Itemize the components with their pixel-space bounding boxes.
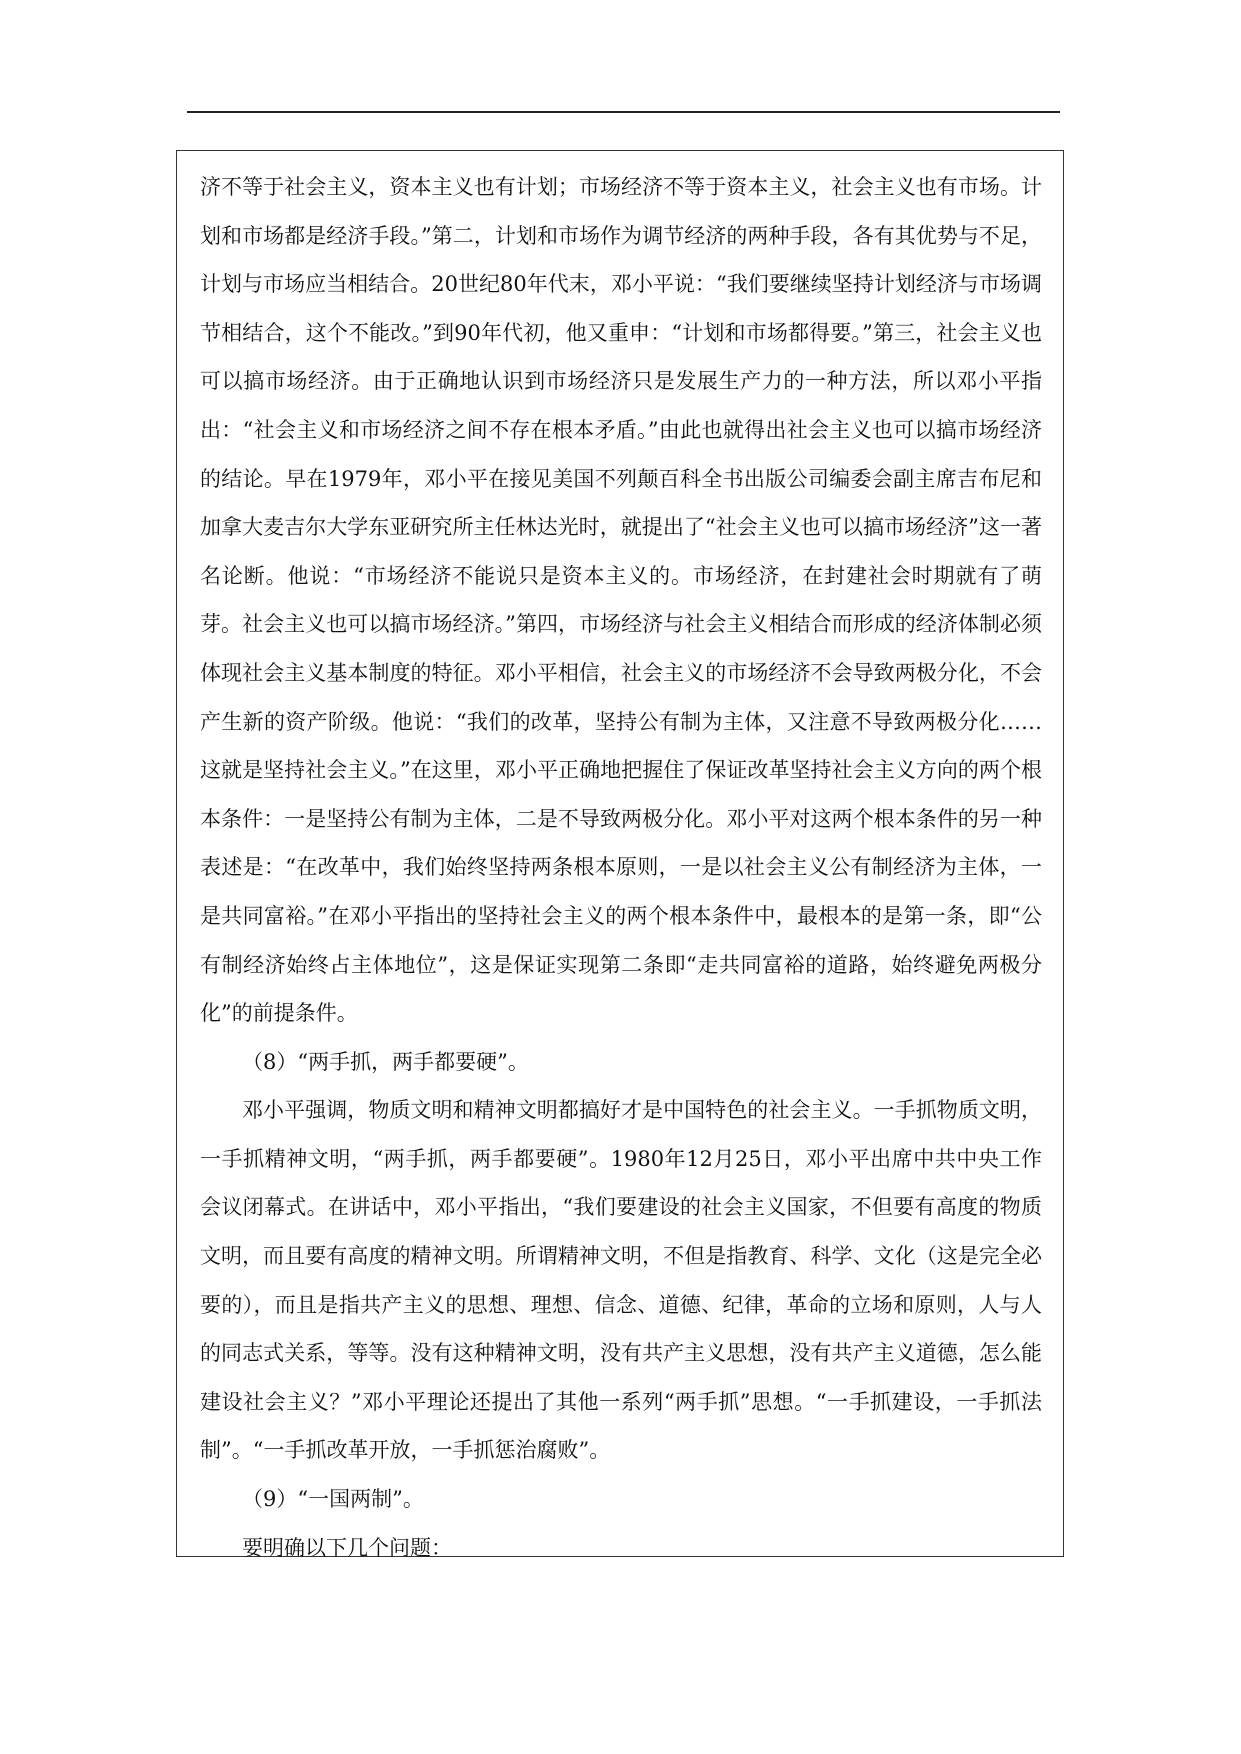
section-heading-two-hands: （8）“两手抓，两手都要硬”。 [242, 1049, 529, 1074]
header-rule [187, 111, 1060, 113]
paragraph-two-hands: 邓小平强调，物质文明和精神文明都搞好才是中国特色的社会主义。一手抓物质文明，一手抓精神文明，“两手抓，两手都要硬”。1980年12月25日，邓小平出席中共中央工作会议闭幕式。在讲话中，邓小平指出，“我们要建设的社会主义国家，不但要有高度的物质文明，而且要有高度的精神文明。所谓精神文明，不但是指教育、科学、文化（这是完全必要的），而且是指共产主义的思想、理想、信念、道德、纪律，革命的立场和原则，人与人的同志式关系，等等。没有这种精神文明，没有共产主义思想，没有共产主义道德，怎么能建设社会主义？”邓小平理论还提出了其他一系列“两手抓”思想。“一手抓建设，一手抓法制”。“一手抓改革开放，一手抓惩治腐败”。 [200, 1098, 1042, 1463]
text-column [200, 163, 1042, 1572]
section-heading-one-country-two-systems: （9）“一国两制”。 [242, 1487, 424, 1512]
content-box [176, 150, 1064, 1560]
paragraph-market-economy: 济不等于社会主义，资本主义也有计划；市场经济不等于资本主义，社会主义也有市场。计划和市场都是经济手段。”第二，计划和市场作为调节经济的两种手段，各有其优势与不足，计划与市场应当相结合。20世纪80年代末，邓小平说：“我们要继续坚持计划经济与市场调节相结合，这个不能改。”到90年代初，他又重申：“计划和市场都得要。”第三，社会主义也可以搞市场经济。由于正确地认识到市场经济只是发展生产力的一种方法，所以邓小平指出：“社会主义和市场经济之间不存在根本矛盾。”由此也就得出社会主义也可以搞市场经济的结论。早在1979年，邓小平在接见美国不列颠百科全书出版公司编委会副主席吉布尼和加拿大麦吉尔大学东亚研究所主任林达光时，就提出了“社会主义也可以搞市场经济”这一著名论断。他说：“市场经济不能说只是资本主义的。市场经济，在封建社会时期就有了萌芽。社会主义也可以搞市场经济。”第四，市场经济与社会主义相结合而形成的经济体制必须体现社会主义基本制度的特征。邓小平相信，社会主义的市场经济不会导致两极分化，不会产生新的资产阶级。他说：“我们的改革，坚持公有制为主体，又注意不导致两极分化……这就是坚持社会主义。”在这里，邓小平正确地把握住了保证改革坚持社会主义方向的两个根本条件：一是坚持公有制为主体，二是不导致两极分化。邓小平对这两个根本条件的另一种表述是：“在改革中，我们始终坚持两条根本原则，一是以社会主义公有制经济为主体，一是共同富裕。”在邓小平指出的坚持社会主义的两个根本条件中，最根本的是第一条，即“公有制经济始终占主体地位”，这是保证实现第二条即“走共同富裕的道路，始终避免两极分化”的前提条件。 [200, 175, 1042, 1026]
paragraph-questions-intro: 要明确以下几个问题： [242, 1535, 452, 1560]
